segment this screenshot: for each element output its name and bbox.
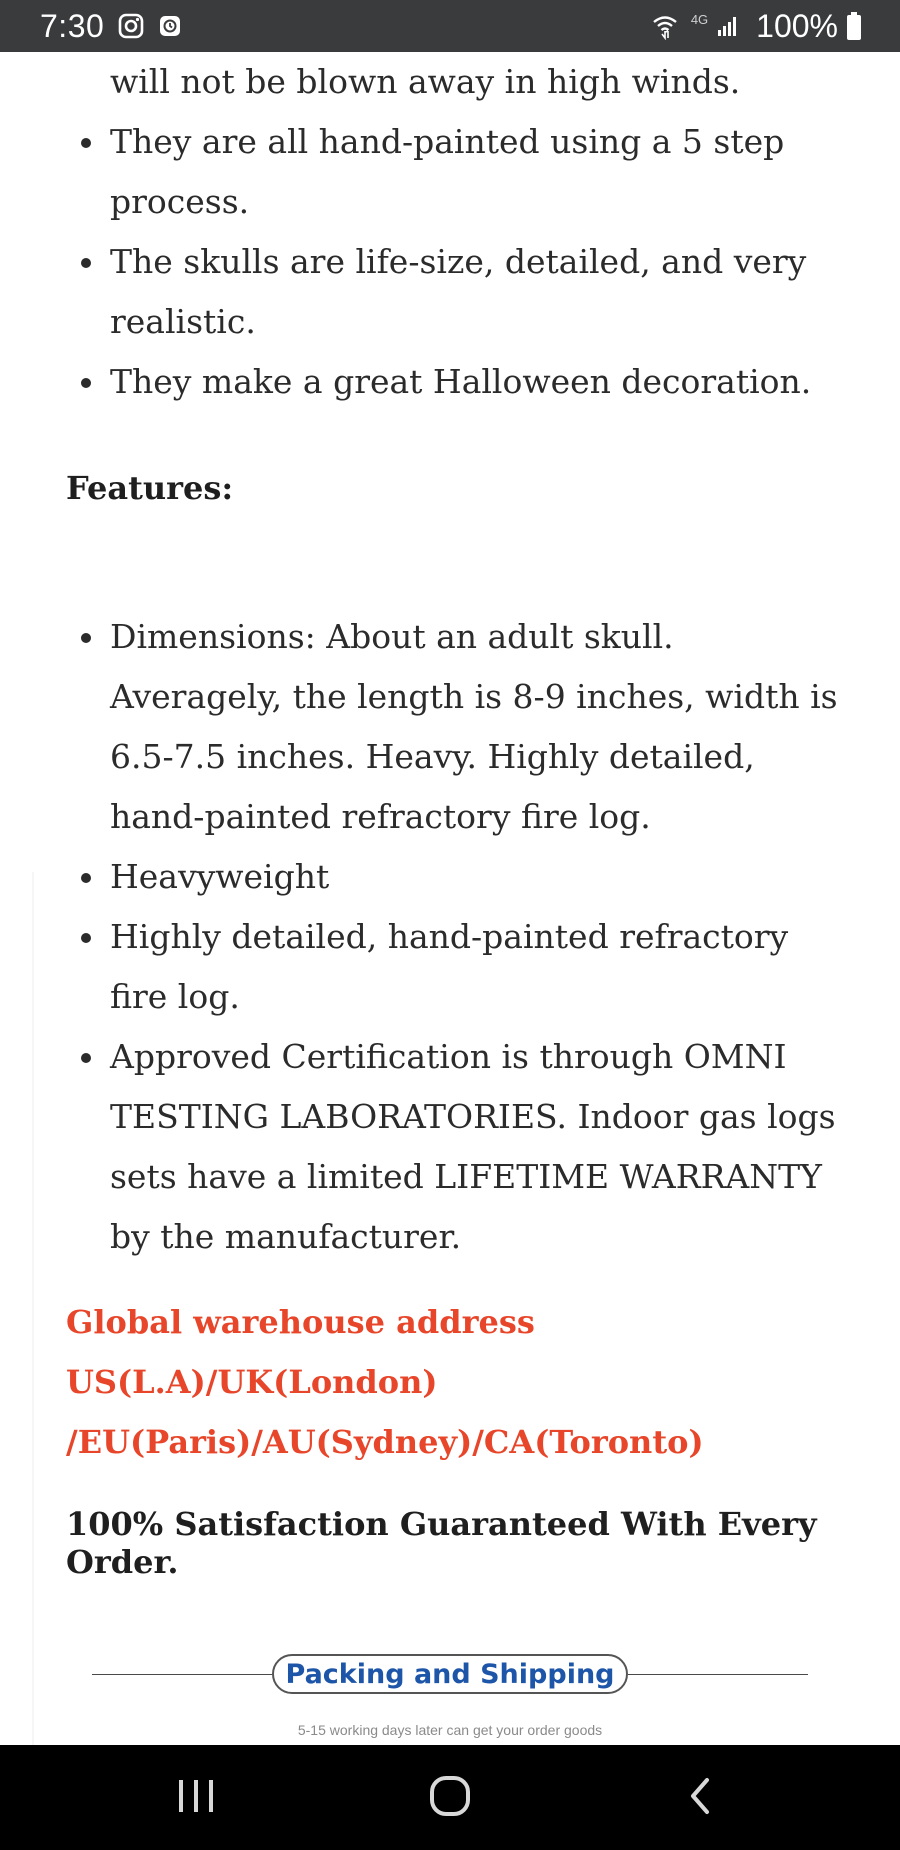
list-item: Dimensions: About an adult skull. Averagely, the length is 8-9 inches, width is 6.5-7.5 inches. Heavy. Highly detailed, hand-painted refractory fire log. xyxy=(0,607,900,847)
product-description xyxy=(0,52,900,1745)
banner-line-left xyxy=(92,1674,272,1675)
clock-app-icon xyxy=(158,14,182,38)
list-item: They are all hand-painted using a 5 step process. xyxy=(0,112,900,232)
list-item: Highly detailed, hand-painted refractory fire log. xyxy=(0,907,900,1027)
signal-icon xyxy=(716,14,740,38)
list-item: They make a great Halloween decoration. xyxy=(0,352,900,412)
warehouse-address: Global warehouse address US(L.A)/UK(London) /EU(Paris)/AU(Sydney)/CA(Toronto) xyxy=(66,1303,704,1461)
battery-icon xyxy=(846,11,862,41)
status-bar xyxy=(0,0,900,52)
network-type: 4G xyxy=(690,11,709,27)
features-list xyxy=(0,607,900,1267)
battery-level: 100% xyxy=(756,7,838,44)
list-item: Heavyweight xyxy=(0,847,900,907)
status-right xyxy=(651,0,862,52)
home-icon xyxy=(428,1774,472,1822)
status-time: 7:30 xyxy=(40,7,105,44)
list-item: will not be blown away in high winds. xyxy=(110,62,741,101)
instagram-icon xyxy=(118,13,144,39)
packing-title: Packing and Shipping xyxy=(272,1654,628,1694)
back-icon xyxy=(685,1776,715,1820)
list-item: The skulls are life-size, detailed, and very realistic. xyxy=(0,232,900,352)
wifi-icon xyxy=(651,12,679,40)
packing-shipping-banner xyxy=(92,1652,808,1696)
recent-apps-icon xyxy=(176,1778,216,1818)
status-left xyxy=(40,0,182,52)
navigation-bar xyxy=(0,1745,900,1850)
intro-bullet-list xyxy=(0,52,900,412)
home-button[interactable] xyxy=(390,1745,510,1850)
banner-line-right xyxy=(628,1674,808,1675)
list-item: Approved Certification is through OMNI TESTING LABORATORIES. Indoor gas logs sets have a limited LIFETIME WARRANTY by the manufacturer. xyxy=(0,1027,900,1267)
back-button[interactable] xyxy=(640,1745,760,1850)
features-heading: Features: xyxy=(66,469,234,507)
recent-apps-button[interactable] xyxy=(136,1745,256,1850)
packing-subtitle: 5-15 working days later can get your order goods xyxy=(297,1722,603,1738)
satisfaction-guarantee: 100% Satisfaction Guaranteed With Every Order. xyxy=(66,1505,817,1581)
